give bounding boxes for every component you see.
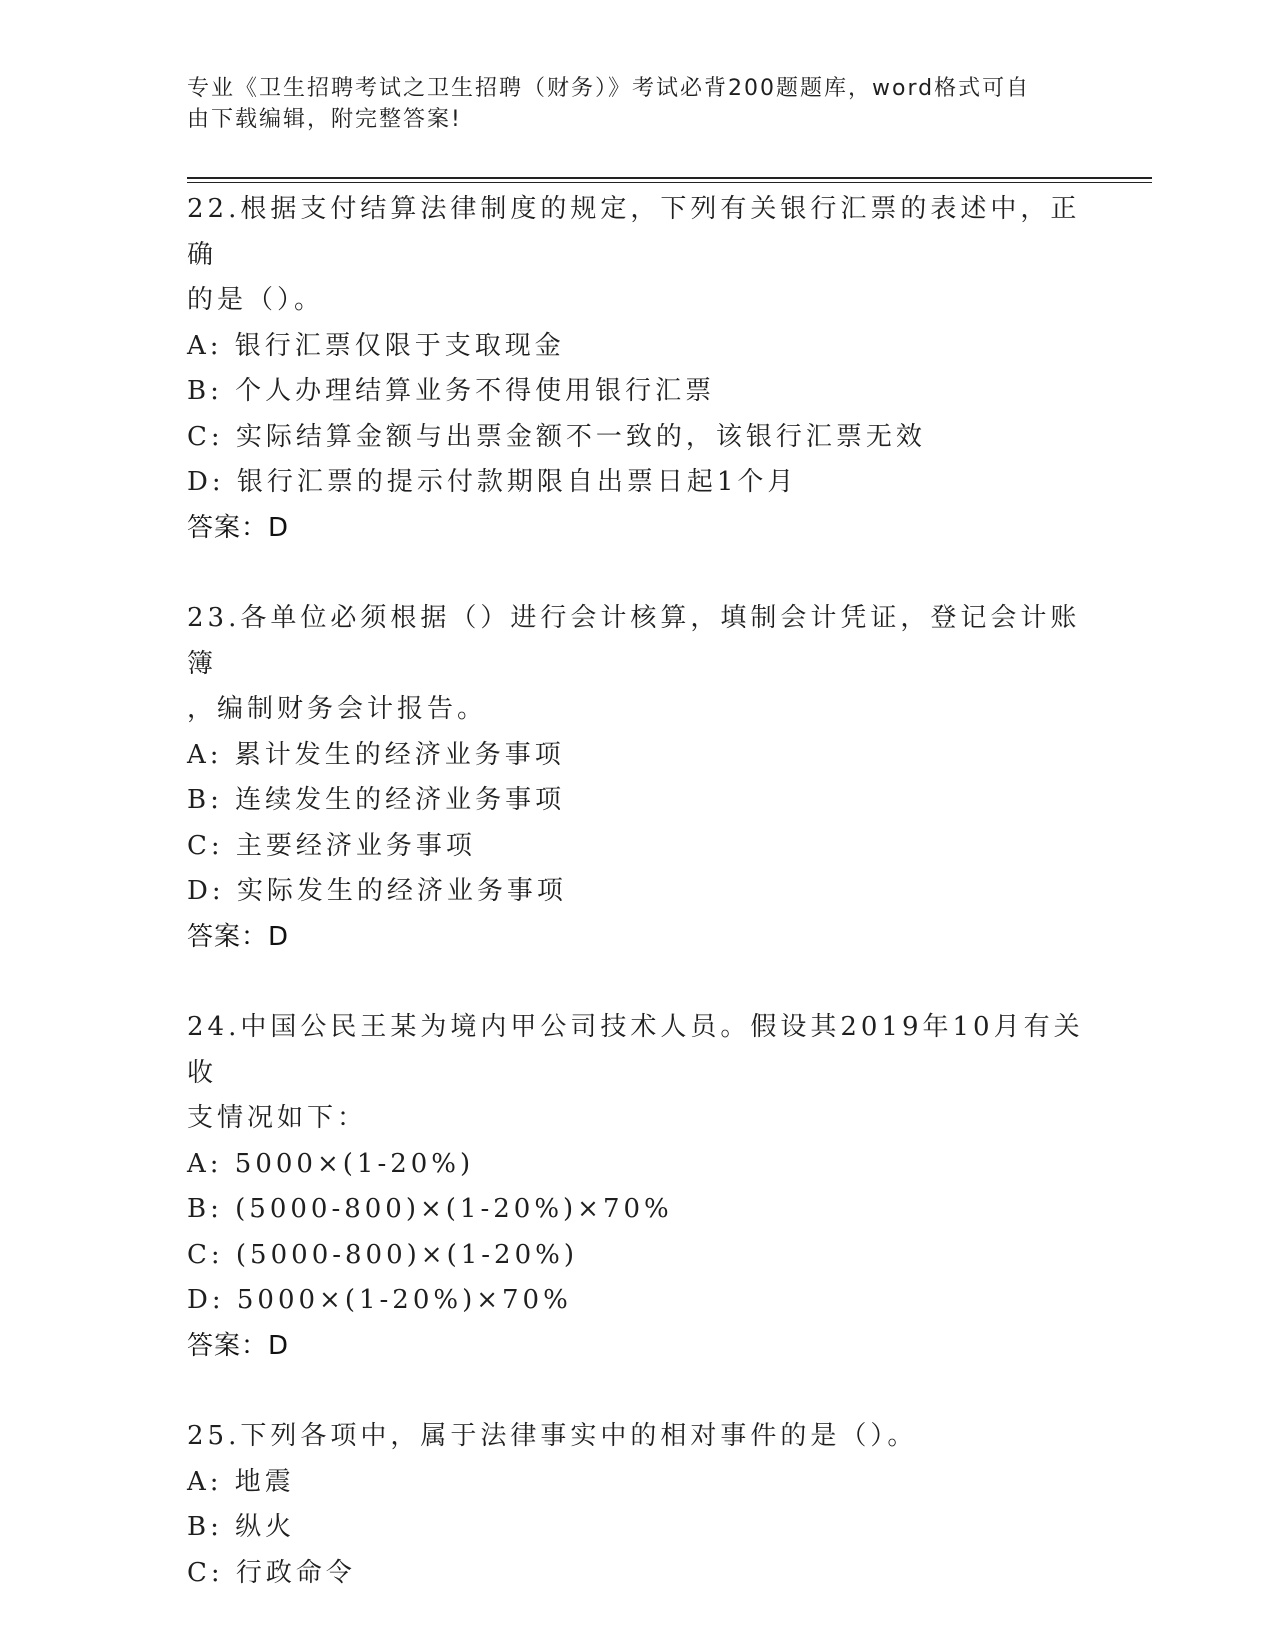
question-25: [187, 1414, 1087, 1596]
option-c: C: 行政命令: [187, 1557, 356, 1588]
document-header: [187, 73, 1067, 135]
question-stem-line-2: 的是（）。: [187, 285, 325, 315]
header-line-1: 专业《卫生招聘考试之卫生招聘（财务）》考试必背200题题库，word格式可自: [187, 76, 1031, 101]
question-stem-line-1: 23.各单位必须根据（）进行会计核算，填制会计凭证，登记会计账簿: [187, 603, 1081, 679]
question-stem-line-2: ，编制财务会计报告。: [187, 694, 488, 724]
answer: 答案：D: [187, 921, 290, 952]
option-a: A: 5000×(1-20%): [187, 1148, 475, 1179]
option-a: A: 累计发生的经济业务事项: [187, 739, 565, 770]
option-c: C: (5000-800)×(1-20%): [187, 1239, 578, 1270]
option-a: A: 银行汇票仅限于支取现金: [187, 330, 565, 361]
question-spacer: [187, 551, 1087, 596]
option-c: C: 主要经济业务事项: [187, 830, 476, 861]
question-list: [187, 187, 1087, 1596]
answer: 答案：D: [187, 1330, 290, 1361]
question-22: [187, 187, 1087, 551]
option-b: B: 个人办理结算业务不得使用银行汇票: [187, 376, 716, 406]
question-stem-line-1: 25.下列各项中，属于法律事实中的相对事件的是（）。: [187, 1421, 918, 1451]
question-stem-line-2: 支情况如下：: [187, 1103, 368, 1133]
question-stem-line-1: 24.中国公民王某为境内甲公司技术人员。假设其2019年10月有关收: [187, 1012, 1084, 1088]
header-divider-thick: [187, 177, 1152, 179]
question-spacer: [187, 1369, 1087, 1414]
option-b: B: (5000-800)×(1-20%)×70%: [187, 1194, 673, 1224]
question-spacer: [187, 960, 1087, 1005]
question-stem-line-1: 22.根据支付结算法律制度的规定，下列有关银行汇票的表述中，正确: [187, 194, 1081, 270]
answer: 答案：D: [187, 512, 290, 543]
question-23: [187, 596, 1087, 960]
option-d: D: 5000×(1-20%)×70%: [187, 1285, 572, 1315]
option-b: B: 纵火: [187, 1512, 296, 1542]
option-c: C: 实际结算金额与出票金额不一致的，该银行汇票无效: [187, 421, 926, 452]
header-divider-thin: [187, 182, 1152, 183]
option-d: D: 实际发生的经济业务事项: [187, 876, 567, 906]
question-24: [187, 1005, 1087, 1369]
option-a: A: 地震: [187, 1466, 295, 1497]
option-b: B: 连续发生的经济业务事项: [187, 785, 566, 815]
option-d: D: 银行汇票的提示付款期限自出票日起1个月: [187, 467, 798, 497]
header-line-2: 由下载编辑，附完整答案!: [187, 107, 462, 132]
